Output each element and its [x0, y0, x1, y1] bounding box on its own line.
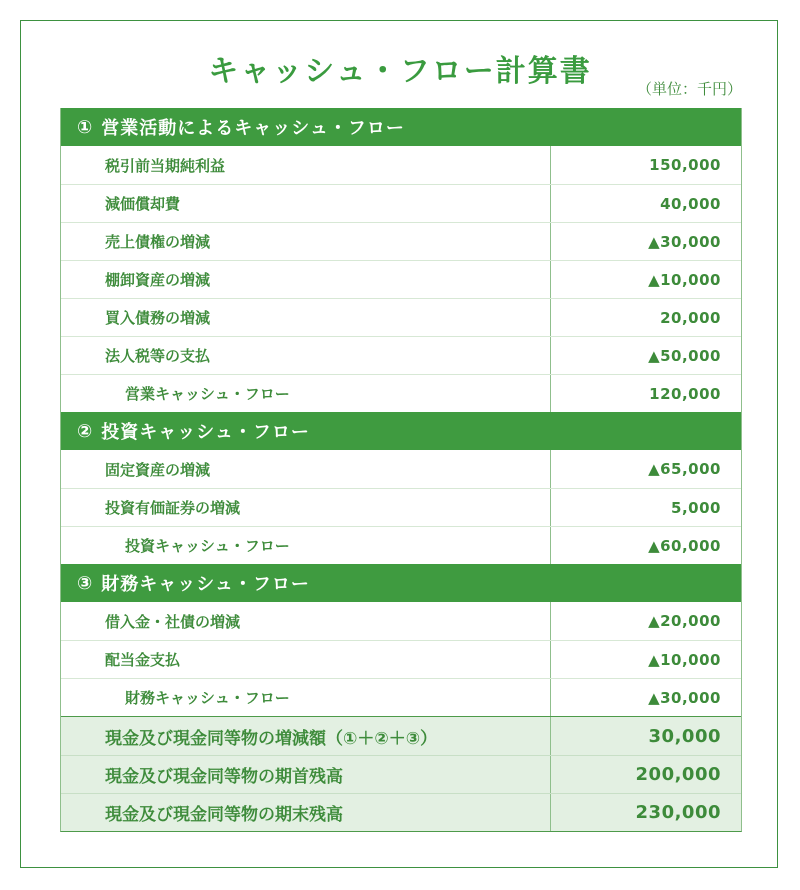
row-label: 買入債務の増減 [61, 299, 551, 336]
summary-row-closing-balance [61, 793, 741, 831]
subtotal-row-investing [61, 526, 741, 564]
subtotal-value: ▲60,000 [648, 536, 721, 555]
row-value: ▲10,000 [648, 650, 721, 669]
summary-block [61, 716, 741, 831]
table-row [61, 488, 741, 526]
summary-label: 現金及び現金同等物の期首残高 [61, 756, 551, 793]
row-label: 法人税等の支払 [61, 337, 551, 374]
row-label: 売上債権の増減 [61, 223, 551, 260]
row-label: 投資有価証券の増減 [61, 489, 551, 526]
unit-note: （単位：千円） [636, 80, 742, 98]
section-header-financing [61, 564, 741, 602]
section-number: ② [77, 420, 94, 442]
row-label: 固定資産の増減 [61, 450, 551, 488]
table-row [61, 184, 741, 222]
row-value: ▲10,000 [648, 270, 721, 289]
page-title: キャッシュ・フロー計算書 [208, 54, 592, 89]
table-row [61, 602, 741, 640]
table-row [61, 260, 741, 298]
row-label: 配当金支払 [61, 641, 551, 678]
row-value: ▲50,000 [648, 346, 721, 365]
subtotal-label: 財務キャッシュ・フロー [61, 679, 551, 716]
section-title: 財務キャッシュ・フロー [101, 574, 310, 595]
row-label: 棚卸資産の増減 [61, 261, 551, 298]
subtotal-row-financing [61, 678, 741, 716]
subtotal-label: 営業キャッシュ・フロー [61, 375, 551, 412]
summary-label: 現金及び現金同等物の増減額（①＋②＋③） [61, 717, 551, 755]
row-label: 借入金・社債の増減 [61, 602, 551, 640]
cash-flow-table [60, 108, 742, 832]
table-row [61, 146, 741, 184]
row-value: 5,000 [671, 498, 721, 517]
summary-value: 230,000 [635, 802, 721, 823]
section-number: ① [77, 116, 94, 138]
row-value: 150,000 [649, 156, 721, 174]
summary-label: 現金及び現金同等物の期末残高 [61, 794, 551, 831]
section-header-investing [61, 412, 741, 450]
section-title: 営業活動によるキャッシュ・フロー [101, 118, 405, 139]
summary-row-opening-balance [61, 755, 741, 793]
subtotal-value: ▲30,000 [648, 688, 721, 707]
row-value: ▲30,000 [648, 232, 721, 251]
row-value: 40,000 [660, 194, 721, 213]
table-row [61, 450, 741, 488]
row-label: 減価償却費 [61, 185, 551, 222]
subtotal-label: 投資キャッシュ・フロー [61, 527, 551, 564]
section-header-operating [61, 108, 741, 146]
table-row [61, 336, 741, 374]
row-value: ▲20,000 [648, 612, 721, 630]
row-value: ▲65,000 [648, 460, 721, 478]
subtotal-row-operating [61, 374, 741, 412]
table-row [61, 298, 741, 336]
table-row [61, 222, 741, 260]
section-title: 投資キャッシュ・フロー [101, 422, 310, 443]
subtotal-value: 120,000 [649, 384, 721, 403]
section-number: ③ [77, 572, 94, 594]
row-label: 税引前当期純利益 [61, 146, 551, 184]
row-value: 20,000 [660, 308, 721, 327]
table-row [61, 640, 741, 678]
summary-value: 200,000 [635, 764, 721, 785]
summary-row-net-change [61, 717, 741, 755]
summary-value: 30,000 [648, 725, 721, 747]
